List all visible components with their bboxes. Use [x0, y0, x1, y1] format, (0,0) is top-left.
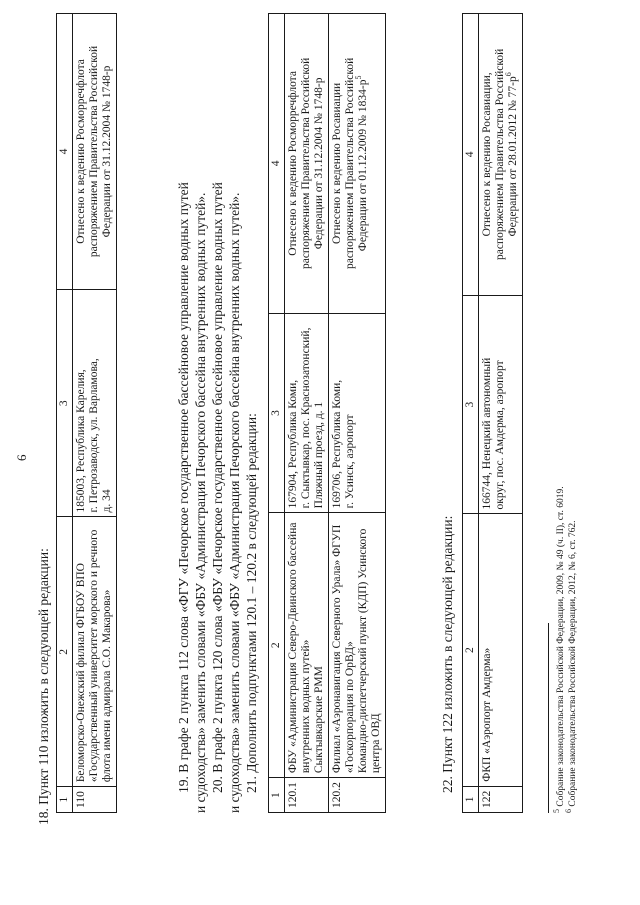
table-row [329, 14, 386, 813]
row-number: 122 [479, 786, 523, 812]
row-number: 110 [73, 787, 117, 813]
header-cell: 2 [57, 517, 73, 787]
paragraph-21: 21. Дополнить подпунктами 120.1 – 120.2 в следующей редакции: [244, 413, 259, 793]
footnote-ref-6[interactable]: 6 [504, 72, 514, 77]
table-row [73, 14, 117, 813]
table-items-120-1-120-2 [268, 13, 386, 813]
footnote-5: $^5$ Собрание законодательства Российской Федерации, 2009, № 49 (ч. II), ст. 6019. [551, 486, 566, 813]
paragraph-20-line-2: и судоходства» заменить словами «ФБУ «Администрация Печорского бассейна внутренних водных путей». [227, 192, 242, 813]
table-row [479, 14, 523, 813]
header-cell: 3 [57, 289, 73, 517]
authority-cell: Отнесено к ведению Росморречфлота распоряжением Правительства Российской Федерации от 31.12.2004 № 1748-р [73, 14, 117, 290]
authority-cell: Отнесено к ведению Росморречфлота распоряжением Правительства Российской Федерации от 31.12.2004 № 1748-р [285, 14, 329, 314]
header-cell: 4 [269, 14, 285, 314]
paragraph-20-line-1: 20. В графе 2 пункта 120 слова «ФБУ «Печорское государственное бассейновое управление водных путей [210, 182, 225, 793]
organization-cell: ФБУ «Администрация Северо-Двинского бассейна внутренних водных путей» Сыктывкарские РММ [285, 513, 329, 778]
table-header-row [57, 14, 73, 813]
header-cell: 1 [57, 787, 73, 813]
footnote-ref-5[interactable]: 5 [354, 75, 364, 80]
page-number: 6 [14, 454, 29, 461]
header-cell: 3 [269, 313, 285, 513]
table-header-row [269, 14, 285, 813]
authority-cell: Отнесено к ведению Росавиации, распоряжением Правительства Российской Федерации от 28.01.2012 № $77-р^6$ [479, 14, 523, 296]
header-cell: 2 [463, 514, 479, 786]
organization-cell: Беломорско-Онежский филиал ФГБОУ ВПО «Государственный университет морского и речного флота имени адмирала С.О. Макарова» [73, 517, 117, 787]
table-row [285, 14, 329, 813]
paragraph-18: 18. Пункт 110 изложить в следующей редакции: [36, 548, 51, 825]
address-cell: 185003, Республика Карелия, г. Петрозаводск, ул. Варламова, д. 34 [73, 289, 117, 517]
paragraph-19-line-1: 19. В графе 2 пункта 112 слова «ФГУ «Печорское государственное бассейновое управление водных путей [176, 182, 191, 793]
row-number: 120.2 [329, 778, 386, 813]
footnote-6: $^6$ Собрание законодательства Российской Федерации, 2012, № 6, ст. 762. [563, 520, 578, 813]
paragraph-22: 22. Пункт 122 изложить в следующей редакции: [440, 515, 455, 793]
organization-cell: ФКП «Аэропорт Амдерма» [479, 514, 523, 786]
header-cell: 1 [463, 786, 479, 812]
header-cell: 2 [269, 513, 285, 778]
organization-cell: Филиал «Аэронавигация Северного Урала» ФГУП «Госкорпорация по ОрВД» Командно-диспетчерский пункт (КДП) Усинского центра ОВД [329, 513, 386, 778]
address-cell: 167904, Республика Коми, г. Сыктывкар, пос. Краснозатонский, Пляжный проезд, д. 1 [285, 313, 329, 513]
header-cell: 4 [463, 14, 479, 296]
footnote-separator [548, 623, 549, 813]
authority-cell: Отнесено к ведению Росавиации распоряжением Правительства Российской Федерации от 01.12.2009 № $1834-р^5$ [329, 14, 386, 314]
header-cell: 3 [463, 295, 479, 514]
table-header-row [463, 14, 479, 813]
table-item-122-body [462, 13, 523, 813]
table-item-110 [56, 13, 117, 813]
paragraph-19-line-2: и судоходства» заменить словами «ФБУ «Администрация Печорского бассейна внутренних водных путей». [193, 192, 208, 813]
address-cell: 166744, Ненецкий автономный округ, пос. Амдерма, аэропорт [479, 295, 523, 514]
header-cell: 4 [57, 14, 73, 290]
address-cell: 169706, Республика Коми, г. Усинск, аэропорт [329, 313, 386, 513]
header-cell: 1 [269, 778, 285, 813]
row-number: 120.1 [285, 778, 329, 813]
